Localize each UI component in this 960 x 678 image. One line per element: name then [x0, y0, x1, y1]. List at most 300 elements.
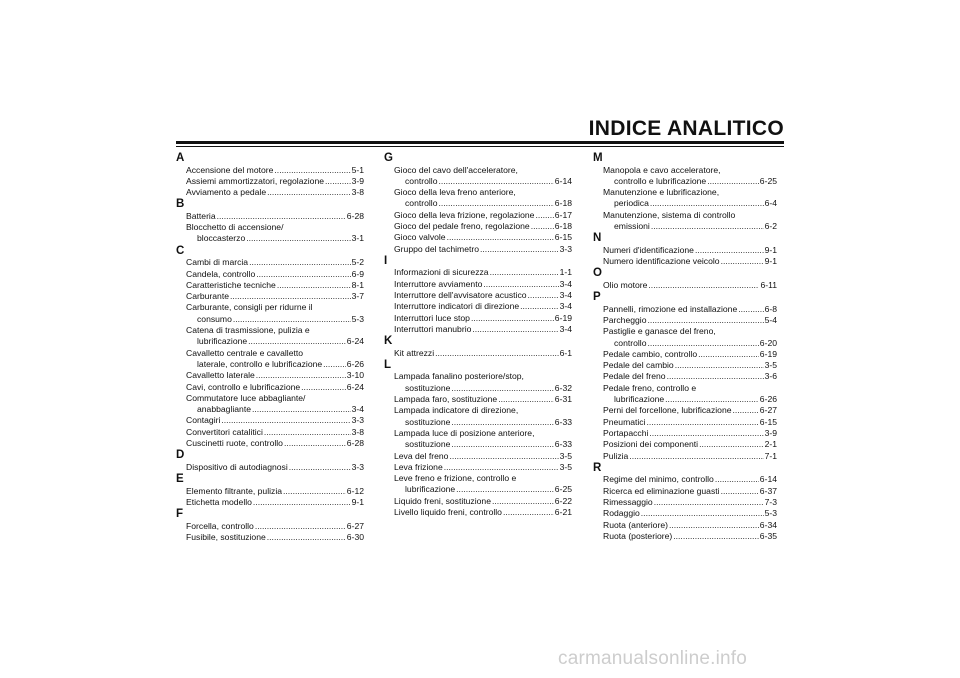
entry-text: Leva frizione — [394, 461, 443, 472]
page-number: 3-9 — [764, 427, 777, 438]
dot-leader — [472, 324, 558, 335]
dot-leader — [629, 451, 763, 462]
page-number: 6-17 — [554, 209, 572, 220]
dot-leader — [733, 405, 759, 416]
page-number: 6-28 — [346, 210, 364, 221]
entry-text: Lampada luce di posizione anteriore, — [394, 427, 535, 438]
dot-leader — [648, 280, 759, 291]
entry-text: laterale, controllo e lubrificazione — [197, 358, 323, 369]
index-entry — [593, 315, 777, 326]
index-column-3 — [593, 152, 777, 542]
entry-text: Avviamento a pedale — [186, 187, 267, 198]
index-entry — [176, 532, 364, 543]
page-number: 3-6 — [764, 371, 777, 382]
page-number: 3-5 — [559, 461, 572, 472]
page-number: 6-22 — [554, 495, 572, 506]
index-entry — [593, 187, 777, 210]
entry-text: Liquido freni, sostituzione — [394, 495, 491, 506]
entry-text: bloccasterzo — [197, 233, 246, 244]
index-entry — [593, 531, 777, 542]
page-number: 6-18 — [554, 220, 572, 231]
section-letter: O — [593, 267, 602, 280]
index-entry — [384, 405, 572, 428]
entry-text: sostituzione — [405, 416, 451, 427]
index-entry — [384, 507, 572, 518]
index-entry — [384, 187, 572, 210]
dot-leader — [267, 187, 350, 198]
page-number: 3-7 — [351, 291, 364, 302]
dot-leader — [256, 269, 350, 280]
entry-text: Portapacchi — [603, 427, 649, 438]
page-number: 6-18 — [554, 198, 572, 209]
dot-leader — [480, 244, 559, 255]
page-number: 6-19 — [759, 348, 777, 359]
page-number: 6-12 — [346, 485, 364, 496]
section-letter: I — [384, 254, 388, 267]
dot-leader — [528, 290, 559, 301]
index-entry — [176, 165, 364, 176]
page-number: 7-3 — [764, 496, 777, 507]
page-number: 6-9 — [351, 268, 364, 279]
index-entry — [593, 360, 777, 371]
index-entry — [176, 269, 364, 280]
entry-text: Rimessaggio — [603, 496, 653, 507]
index-entry — [593, 486, 777, 497]
index-entry — [593, 439, 777, 450]
index-entry — [593, 508, 777, 519]
entry-text: controllo e lubrificazione — [614, 175, 707, 186]
page-number: 6-8 — [764, 303, 777, 314]
page-number: 3-4 — [351, 404, 364, 415]
dot-leader — [267, 532, 346, 543]
entry-text: Numero identificazione veicolo — [603, 256, 720, 267]
page-number: 6-30 — [346, 532, 364, 543]
entry-text: Batteria — [186, 210, 216, 221]
dot-leader — [721, 486, 759, 497]
page-number: 3-4 — [559, 289, 572, 300]
entry-text: sostituzione — [405, 382, 451, 393]
entry-text: Forcella, controllo — [186, 520, 254, 531]
entry-text: Cuscinetti ruote, controllo — [186, 438, 283, 449]
entry-text: Pedale del cambio — [603, 360, 674, 371]
entry-text: Leva del freno — [394, 450, 449, 461]
page-number: 6-14 — [554, 175, 572, 186]
entry-text: Ruota (anteriore) — [603, 519, 668, 530]
dot-leader — [456, 484, 554, 495]
section-letter: A — [176, 152, 185, 164]
index-entry — [593, 451, 777, 462]
entry-text: Manutenzione e lubrificazione, — [603, 187, 720, 198]
page-number: 5-3 — [351, 313, 364, 324]
dot-leader — [289, 462, 351, 473]
entry-text: Gioco valvole — [394, 232, 446, 243]
index-entry — [176, 280, 364, 291]
dot-leader — [283, 486, 346, 497]
dot-leader — [667, 371, 764, 382]
entry-text: Accensione del motore — [186, 164, 274, 175]
page-number: 1-1 — [559, 267, 572, 278]
page-number: 6-31 — [554, 394, 572, 405]
section-letter: M — [593, 152, 603, 164]
page-number: 6-4 — [764, 198, 777, 209]
entry-text: Posizioni dei componenti — [603, 439, 699, 450]
entry-text: Cavalletto centrale e cavalletto — [186, 347, 304, 358]
entry-text: Pulizia — [603, 450, 629, 461]
entry-text: Carburante, consigli per ridurne il — [186, 302, 313, 313]
entry-text: Interruttore dell'avvisatore acustico — [394, 289, 527, 300]
index-entry — [593, 245, 777, 256]
index-entry — [176, 348, 364, 371]
title-rule-thin — [176, 146, 784, 147]
dot-leader — [641, 508, 764, 519]
dot-leader — [520, 301, 558, 312]
entry-text: Carburante — [186, 291, 229, 302]
section-letter: K — [384, 335, 393, 348]
entry-text: Pneumatici — [603, 416, 646, 427]
dot-leader — [253, 497, 351, 508]
page-number: 3-4 — [559, 323, 572, 334]
page-number: 5-4 — [764, 314, 777, 325]
index-entry — [384, 244, 572, 255]
index-column-1 — [176, 152, 364, 543]
page-number: 8-1 — [351, 279, 364, 290]
entry-text: Pastiglie e ganasce del freno, — [603, 326, 716, 337]
page-number: 6-34 — [759, 519, 777, 530]
dot-leader — [483, 279, 558, 290]
entry-text: Interruttori manubrio — [394, 323, 472, 334]
section-letter: B — [176, 198, 185, 211]
index-entry — [384, 221, 572, 232]
index-entry — [384, 496, 572, 507]
index-entry — [384, 428, 572, 451]
page-number: 6-26 — [346, 358, 364, 369]
section-letter: N — [593, 232, 602, 245]
index-entry — [176, 438, 364, 449]
entry-text: Leve freno e frizione, controllo e — [394, 473, 517, 484]
page-number: 3-4 — [559, 278, 572, 289]
page-number: 3-5 — [764, 360, 777, 371]
dot-leader — [695, 245, 764, 256]
page-title: INDICE ANALITICO — [588, 117, 784, 140]
page-number: 6-14 — [759, 474, 777, 485]
dot-leader — [492, 496, 554, 507]
dot-leader — [256, 370, 346, 381]
page-number: 3-10 — [346, 370, 364, 381]
dot-leader — [255, 521, 346, 532]
dot-leader — [665, 394, 759, 405]
dot-leader — [438, 176, 553, 187]
index-entry — [384, 267, 572, 278]
page-number: 6-27 — [346, 520, 364, 531]
index-entry — [384, 394, 572, 405]
dot-leader — [435, 348, 558, 359]
index-entry — [176, 521, 364, 532]
dot-leader — [264, 427, 351, 438]
dot-leader — [738, 304, 763, 315]
index-entry — [593, 417, 777, 428]
page-number: 6-26 — [759, 394, 777, 405]
dot-leader — [707, 176, 759, 187]
page-number: 6-33 — [554, 439, 572, 450]
entry-text: Cambi di marcia — [186, 257, 249, 268]
page-number: 6-20 — [759, 337, 777, 348]
dot-leader — [503, 507, 554, 518]
entry-text: Interruttore indicatori di direzione — [394, 301, 520, 312]
dot-leader — [217, 211, 346, 222]
dot-leader — [647, 338, 758, 349]
index-entry — [593, 428, 777, 439]
entry-text: controllo — [614, 337, 647, 348]
page-number: 3-8 — [351, 426, 364, 437]
entry-text: Blocchetto di accensione/ — [186, 222, 284, 233]
entry-text: Rodaggio — [603, 508, 640, 519]
index-entry — [593, 474, 777, 485]
index-entry — [384, 279, 572, 290]
dot-leader — [535, 210, 553, 221]
index-entry — [176, 187, 364, 198]
page-number: 3-9 — [351, 175, 364, 186]
dot-leader — [325, 176, 351, 187]
page-number: 5-1 — [351, 164, 364, 175]
page-number: 6-32 — [554, 382, 572, 393]
entry-text: Numeri d'identificazione — [603, 244, 694, 255]
entry-text: Gruppo del tachimetro — [394, 243, 480, 254]
index-entry — [176, 222, 364, 245]
page-number: 3-3 — [559, 243, 572, 254]
page-number: 2-1 — [764, 439, 777, 450]
index-entry — [593, 371, 777, 382]
page-number: 9-1 — [764, 256, 777, 267]
page-number: 6-27 — [759, 405, 777, 416]
dot-leader — [447, 232, 554, 243]
index-entry — [384, 473, 572, 496]
entry-text: Lampada faro, sostituzione — [394, 394, 498, 405]
entry-text: Cavalletto laterale — [186, 370, 255, 381]
dot-leader — [675, 360, 764, 371]
entry-text: Convertitori catalitici — [186, 426, 263, 437]
index-entry — [176, 382, 364, 393]
entry-text: periodica — [614, 198, 649, 209]
page-number: 6-33 — [554, 416, 572, 427]
entry-text: Contagiri — [186, 415, 221, 426]
index-entry — [384, 348, 572, 359]
page-number: 6-1 — [559, 347, 572, 358]
index-entry — [593, 520, 777, 531]
entry-text: anabbagliante — [197, 404, 252, 415]
section-letter: F — [176, 508, 184, 521]
dot-leader — [248, 336, 346, 347]
dot-leader — [438, 198, 553, 209]
index-entry — [593, 210, 777, 233]
page-number: 3-1 — [351, 233, 364, 244]
entry-text: Gioco della leva frizione, regolazione — [394, 209, 535, 220]
index-entry — [176, 486, 364, 497]
index-entry — [384, 451, 572, 462]
index-entry — [593, 326, 777, 349]
page-number: 6-28 — [346, 438, 364, 449]
dot-leader — [471, 313, 554, 324]
index-entry — [593, 383, 777, 406]
page-number: 3-4 — [559, 301, 572, 312]
index-entry — [176, 176, 364, 187]
index-entry — [384, 313, 572, 324]
entry-text: Ruota (posteriore) — [603, 530, 673, 541]
page-number: 6-25 — [759, 175, 777, 186]
dot-leader — [451, 383, 553, 394]
entry-text: Manopola e cavo acceleratore, — [603, 164, 721, 175]
index-entry — [176, 325, 364, 348]
entry-text: Pedale freno, controllo e — [603, 382, 697, 393]
entry-text: Cavi, controllo e lubrificazione — [186, 381, 301, 392]
index-entry — [593, 304, 777, 315]
index-entry — [176, 302, 364, 325]
page-number: 5-3 — [764, 508, 777, 519]
page-number: 6-25 — [554, 484, 572, 495]
page-number: 6-11 — [760, 279, 777, 290]
section-letter: P — [593, 291, 601, 304]
dot-leader — [654, 497, 764, 508]
dot-leader — [721, 256, 764, 267]
dot-leader — [230, 291, 351, 302]
index-entry — [176, 415, 364, 426]
dot-leader — [490, 267, 559, 278]
index-entry — [384, 462, 572, 473]
index-entry — [593, 405, 777, 416]
dot-leader — [651, 221, 764, 232]
entry-text: Candela, controllo — [186, 268, 256, 279]
index-entry — [176, 462, 364, 473]
entry-text: Livello liquido freni, controllo — [394, 507, 502, 518]
entry-text: controllo — [405, 175, 438, 186]
entry-text: Interruttore avviamento — [394, 278, 483, 289]
entry-text: Commutatore luce abbagliante/ — [186, 392, 306, 403]
page-number: 3-3 — [351, 415, 364, 426]
index-column-2 — [384, 152, 572, 518]
index-entry — [384, 210, 572, 221]
entry-text: consumo — [197, 313, 232, 324]
dot-leader — [221, 415, 350, 426]
entry-text: Ricerca ed eliminazione guasti — [603, 485, 720, 496]
dot-leader — [647, 417, 759, 428]
index-entry — [593, 497, 777, 508]
entry-text: Kit attrezzi — [394, 347, 435, 358]
entry-text: lubrificazione — [197, 336, 248, 347]
page-number: 9-1 — [764, 244, 777, 255]
index-entry — [384, 165, 572, 188]
section-letter: C — [176, 244, 185, 257]
index-entry — [384, 232, 572, 243]
entry-text: Lampada fanalino posteriore/stop, — [394, 371, 524, 382]
dot-leader — [647, 315, 763, 326]
dot-leader — [451, 439, 553, 450]
watermark: carmanualsonline.info — [558, 648, 748, 669]
entry-text: Fusibile, sostituzione — [186, 532, 266, 543]
title-rule-thick — [176, 141, 784, 144]
index-entry — [176, 211, 364, 222]
dot-leader — [252, 404, 351, 415]
page-number: 6-15 — [554, 232, 572, 243]
entry-text: Parcheggio — [603, 314, 647, 325]
page-number: 6-35 — [759, 530, 777, 541]
dot-leader — [698, 349, 759, 360]
dot-leader — [249, 257, 350, 268]
entry-text: Gioco della leva freno anteriore, — [394, 187, 516, 198]
index-entry — [593, 256, 777, 267]
dot-leader — [246, 233, 350, 244]
page-number: 6-37 — [759, 485, 777, 496]
entry-text: Informazioni di sicurezza — [394, 267, 489, 278]
index-entry — [593, 165, 777, 188]
index-entry — [384, 371, 572, 394]
entry-text: controllo — [405, 198, 438, 209]
page-number: 6-19 — [554, 312, 572, 323]
section-letter: R — [593, 461, 602, 474]
entry-text: Interruttori luce stop — [394, 312, 470, 323]
dot-leader — [277, 280, 351, 291]
entry-text: Pannelli, rimozione ed installazione — [603, 303, 738, 314]
entry-text: lubrificazione — [614, 394, 665, 405]
dot-leader — [233, 314, 351, 325]
page-number: 6-15 — [759, 416, 777, 427]
section-letter: G — [384, 152, 393, 164]
entry-text: Dispositivo di autodiagnosi — [186, 461, 288, 472]
index-entry — [384, 290, 572, 301]
dot-leader — [669, 520, 759, 531]
page-number: 3-3 — [351, 461, 364, 472]
index-entry — [384, 324, 572, 335]
index-entry — [176, 370, 364, 381]
dot-leader — [274, 165, 350, 176]
entry-text: Elemento filtrante, pulizia — [186, 485, 283, 496]
entry-text: Gioco del pedale freno, regolazione — [394, 220, 530, 231]
entry-text: Assiemi ammortizzatori, regolazione — [186, 175, 325, 186]
index-entry — [176, 257, 364, 268]
section-letter: L — [384, 358, 392, 371]
dot-leader — [531, 221, 554, 232]
page-number: 6-24 — [346, 336, 364, 347]
entry-text: Perni del forcellone, lubrificazione — [603, 405, 732, 416]
page-number: 5-2 — [351, 257, 364, 268]
dot-leader — [284, 438, 346, 449]
section-letter: D — [176, 449, 185, 462]
entry-text: Olio motore — [603, 279, 648, 290]
page-number: 6-2 — [764, 220, 777, 231]
index-entry — [176, 393, 364, 416]
entry-text: sostituzione — [405, 439, 451, 450]
dot-leader — [498, 394, 554, 405]
dot-leader — [451, 417, 553, 428]
dot-leader — [715, 474, 759, 485]
index-entry — [593, 349, 777, 360]
entry-text: Pedale del freno — [603, 371, 666, 382]
dot-leader — [449, 451, 558, 462]
dot-leader — [444, 462, 559, 473]
entry-text: Lampada indicatore di direzione, — [394, 405, 519, 416]
index-entry — [176, 291, 364, 302]
dot-leader — [699, 439, 764, 450]
entry-text: Regime del minimo, controllo — [603, 474, 714, 485]
page-number: 3-5 — [559, 450, 572, 461]
dot-leader — [649, 428, 763, 439]
page-number: 3-8 — [351, 187, 364, 198]
dot-leader — [650, 198, 764, 209]
entry-text: Catena di trasmissione, pulizia e — [186, 325, 310, 336]
page-number: 6-21 — [554, 507, 572, 518]
entry-text: Manutenzione, sistema di controllo — [603, 209, 736, 220]
dot-leader — [301, 382, 346, 393]
page-number: 9-1 — [351, 496, 364, 507]
entry-text: Etichetta modello — [186, 496, 252, 507]
